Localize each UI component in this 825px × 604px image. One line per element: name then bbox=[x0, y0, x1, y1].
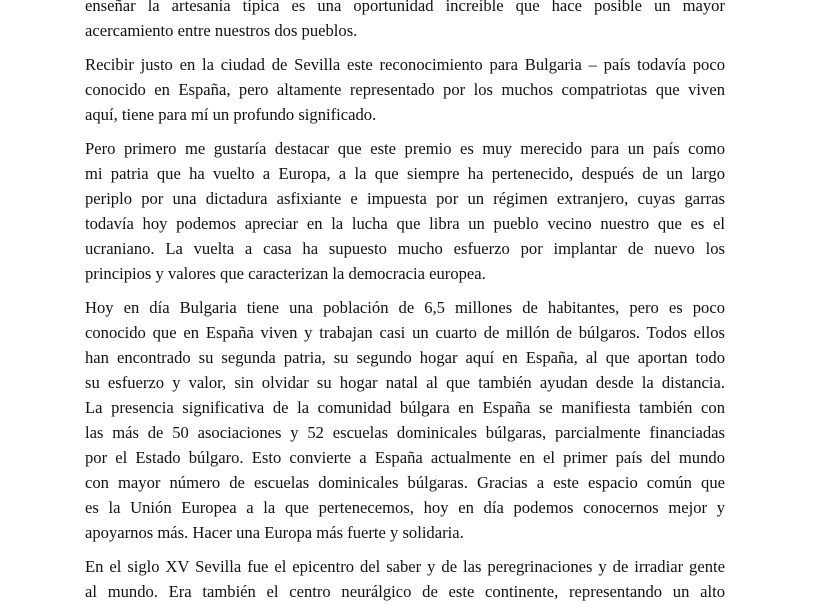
text-line: La presencia significativa de la comunidad búlgara en España se manifiesta también con bbox=[85, 398, 725, 417]
paragraph-5 bbox=[85, 554, 725, 604]
text-line: han encontrado su segunda patria, su segundo hogar aquí en España, al que aportan todo bbox=[85, 348, 725, 367]
text-line: periplo por una dictadura asfixiante e impuesta por un régimen extranjero, cuyas garras bbox=[85, 189, 725, 208]
text-line: En el siglo XV Sevilla fue el epicentro del saber y de las peregrinaciones y de irradiar gente bbox=[85, 557, 725, 576]
text-line: conocido que en España viven y trabajan casi un cuarto de millón de búlgaros. Todos ellos bbox=[85, 323, 725, 342]
paragraph-4 bbox=[85, 295, 725, 545]
text-line: conocido en España, pero altamente representado por los muchos compatriotas que viven bbox=[85, 80, 725, 99]
paragraph-3 bbox=[85, 136, 725, 286]
text-line: las más de 50 asociaciones y 52 escuelas dominicales búlgaras, parcialmente financiadas bbox=[85, 423, 725, 442]
text-line: es la Unión Europea a la que pertenecemos, hoy en día podemos conocernos mejor y bbox=[85, 498, 725, 517]
text-line: por el Estado búlgaro. Esto convierte a España actualmente en el primer país del mundo bbox=[85, 448, 725, 467]
text-line: al mundo. Era también el centro neurálgico de este continente, representando un alto bbox=[85, 582, 725, 601]
text-line: apoyarnos más. Hacer una Europa más fuerte y solidaria. bbox=[85, 523, 464, 542]
text-line: todavía hoy podemos apreciar en la lucha que libra un pueblo vecino nuestro que es el bbox=[85, 214, 725, 233]
paragraph-1 bbox=[85, 0, 725, 43]
text-line: acercamiento entre nuestros dos pueblos. bbox=[85, 21, 358, 40]
text-line: con mayor número de escuelas dominicales búlgaras. Gracias a este espacio común que bbox=[85, 473, 725, 492]
text-line: Recibir justo en la ciudad de Sevilla este reconocimiento para Bulgaria – país todavía poco bbox=[85, 55, 725, 74]
text-line: ucraniano. La vuelta a casa ha supuesto mucho esfuerzo por implantar de nuevo los bbox=[85, 239, 725, 258]
document-body bbox=[85, 0, 725, 604]
paragraph-2 bbox=[85, 52, 725, 127]
text-line: Pero primero me gustaría destacar que este premio es muy merecido para un país como bbox=[85, 139, 725, 158]
text-line: aquí, tiene para mí un profundo significado. bbox=[85, 105, 377, 124]
text-line: su esfuerzo y valor, sin olvidar su hogar natal al que también ayudan desde la distancia. bbox=[85, 373, 725, 392]
text-line: mi patria que ha vuelto a Europa, a la que siempre ha pertenecido, después de un largo bbox=[85, 164, 725, 183]
text-line: enseñar la artesanía típica es una oportunidad increíble que hace posible un mayor bbox=[85, 0, 725, 15]
text-line: Hoy en día Bulgaria tiene una población de 6,5 millones de habitantes, pero es poco bbox=[85, 298, 725, 317]
text-line: principios y valores que caracterizan la democracia europea. bbox=[85, 264, 486, 283]
